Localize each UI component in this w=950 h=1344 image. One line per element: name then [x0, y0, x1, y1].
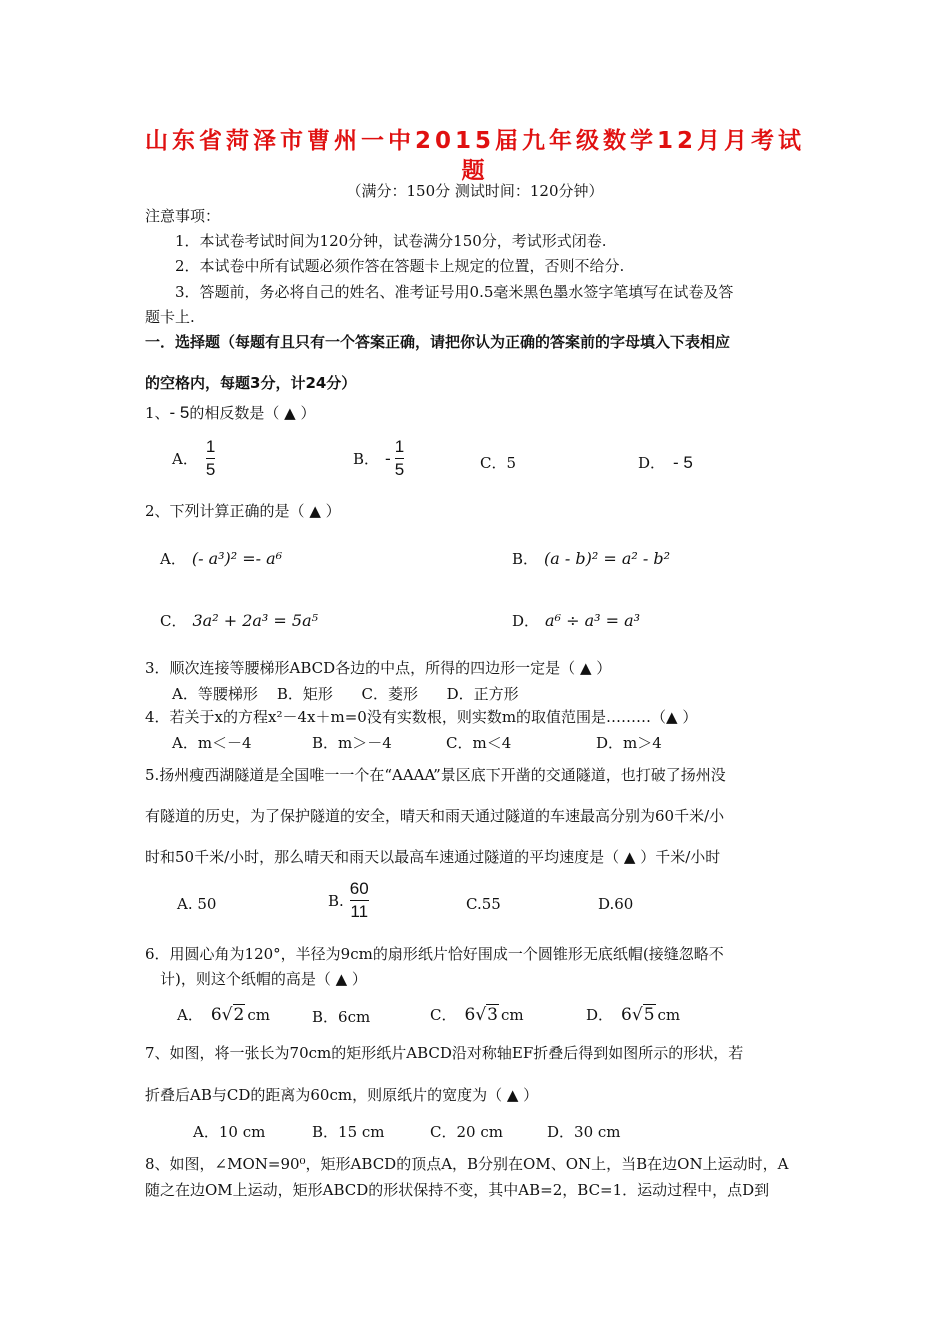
- question-5-line: 时和50千米/小时，那么晴天和雨天以最高车速通过隧道的平均速度是（ ▲ ）千米/小时: [145, 848, 721, 866]
- page-title-continued: 题: [461, 158, 489, 184]
- notice-item: 2．本试卷中所有试题必须作答在答题卡上规定的位置，否则不给分.: [175, 257, 625, 275]
- option-label: B.: [328, 891, 344, 910]
- denominator: 11: [350, 902, 369, 921]
- option-a: [160, 548, 282, 569]
- numerator: 60: [349, 879, 369, 898]
- option-c: C.55: [466, 895, 501, 913]
- option-a: [177, 1004, 270, 1025]
- option-label: D．: [512, 612, 540, 630]
- option-b: [328, 880, 369, 921]
- option-label: A．: [172, 450, 198, 468]
- question-2-stem: 2、下列计算正确的是（ ▲ ）: [145, 502, 341, 520]
- fraction: [350, 880, 369, 921]
- option-a: A．10 cm: [193, 1123, 266, 1141]
- numerator: 1: [205, 437, 216, 456]
- minus-sign: -: [385, 448, 391, 469]
- option-label: C．: [430, 1006, 457, 1024]
- question-number: 1、: [145, 404, 170, 422]
- option-b: B．m＞－4: [312, 734, 392, 752]
- option-a: A. 50: [177, 895, 217, 913]
- question-8-line: 8、如图，∠MON=90⁰，矩形ABCD的顶点A，B分别在OM、ON上，当B在边ON上运动时，A: [145, 1155, 789, 1173]
- math-expression: (a - b)² = a² - b²: [544, 549, 671, 568]
- option-label: A．: [177, 1006, 203, 1024]
- option-label: A．: [160, 550, 186, 568]
- section-heading-continued: 的空格内，每题3分，计24分）: [145, 374, 357, 392]
- sqrt-expression: 6√2: [210, 1005, 245, 1025]
- notice-item: 题卡上.: [145, 308, 195, 326]
- option-c: [430, 1004, 524, 1025]
- math-expression: 3a² + 2a³ = 5a⁵: [192, 611, 319, 630]
- option-d: [512, 610, 640, 631]
- question-3-options: A．等腰梯形 B．矩形 C．菱形 D．正方形: [172, 685, 519, 703]
- numerator: 1: [394, 437, 405, 456]
- option-label: D．: [586, 1006, 614, 1024]
- denominator: 5: [205, 460, 216, 479]
- radicand: 3: [487, 1005, 498, 1025]
- option-label: B．: [512, 550, 539, 568]
- option-b: B．6cm: [312, 1008, 371, 1026]
- page-title: 山东省菏泽市曹州一中2015届九年级数学12月月考试: [144, 128, 806, 154]
- option-d: D．m＞4: [596, 734, 662, 752]
- notice-item: 1．本试卷考试时间为120分钟，试卷满分150分，考试形式闭卷.: [175, 232, 607, 250]
- notice-heading: 注意事项：: [145, 207, 221, 225]
- question-4-stem: 4．若关于x的方程x²－4x＋m=0没有实数根，则实数m的取值范围是………（▲ ）: [145, 708, 698, 726]
- fraction: [395, 438, 404, 479]
- option-b: B．15 cm: [312, 1123, 385, 1141]
- question-6-line: 计)，则这个纸帽的高是（ ▲ ）: [160, 970, 367, 988]
- coefficient: 6: [621, 1005, 632, 1025]
- option-a: [172, 438, 215, 479]
- option-d: D.60: [598, 895, 634, 913]
- unit: cm: [247, 1006, 270, 1024]
- sqrt-expression: 6√5: [621, 1005, 655, 1025]
- section-heading: 一．选择题（每题有且只有一个答案正确，请把你认为正确的答案前的字母填入下表相应: [145, 333, 731, 351]
- question-6-line: 6．用圆心角为120°，半径为9cm的扇形纸片恰好围成一个圆锥形无底纸帽(接缝忽略不: [145, 945, 724, 963]
- option-b: [353, 438, 404, 479]
- denominator: 5: [394, 460, 405, 479]
- radicand: 2: [233, 1005, 245, 1025]
- question-8-line: 随之在边OM上运动，矩形ABCD的形状保持不变，其中AB=2，BC=1．运动过程中，点D到: [145, 1181, 770, 1199]
- coefficient: 6: [210, 1005, 222, 1025]
- option-d: [586, 1004, 680, 1025]
- option-b: [512, 548, 670, 569]
- option-d: D．30 cm: [547, 1123, 621, 1141]
- math-expression: a⁶ ÷ a³ = a³: [545, 611, 641, 630]
- unit: cm: [657, 1006, 681, 1024]
- question-5-line: 有隧道的历史，为了保护隧道的安全，晴天和雨天通过隧道的车速最高分别为60千米/小: [145, 807, 725, 825]
- option-value: - 5: [673, 453, 693, 472]
- notice-item: 3．答题前，务必将自己的姓名、准考证号用0.5毫米黑色墨水签字笔填写在试卷及答: [175, 283, 734, 301]
- stem-value: - 5: [169, 403, 190, 422]
- question-1-stem: [145, 402, 315, 423]
- exam-subtitle: （满分：150分 测试时间：120分钟）: [346, 182, 604, 200]
- question-3-stem: 3．顺次连接等腰梯形ABCD各边的中点，所得的四边形一定是（ ▲ ）: [145, 659, 612, 677]
- question-7-line: 7、如图，将一张长为70cm的矩形纸片ABCD沿对称轴EF折叠后得到如图所示的形状，若: [145, 1044, 744, 1062]
- option-c: C．m＜4: [446, 734, 512, 752]
- math-expression: (- a³)² =- a⁶: [191, 549, 283, 568]
- sqrt-expression: 6√3: [464, 1005, 498, 1025]
- option-label: C．: [160, 612, 187, 630]
- fraction: [206, 438, 215, 479]
- coefficient: 6: [464, 1005, 476, 1025]
- stem-text: 的相反数是（ ▲ ）: [189, 404, 316, 422]
- option-label: D．: [638, 454, 666, 472]
- question-5-line: 5.扬州瘦西湖隧道是全国唯一一个在“AAAA”景区底下开凿的交通隧道，也打破了扬州没: [145, 766, 726, 784]
- radicand: 5: [643, 1005, 655, 1025]
- option-a: A．m＜－4: [172, 734, 252, 752]
- option-label: B．: [353, 450, 380, 468]
- option-c: [160, 610, 318, 631]
- option-c: C．5: [480, 454, 517, 472]
- question-7-line: 折叠后AB与CD的距离为60cm，则原纸片的宽度为（ ▲ ）: [145, 1086, 539, 1104]
- unit: cm: [500, 1006, 524, 1024]
- option-c: C．20 cm: [430, 1123, 503, 1141]
- option-d: [638, 452, 693, 473]
